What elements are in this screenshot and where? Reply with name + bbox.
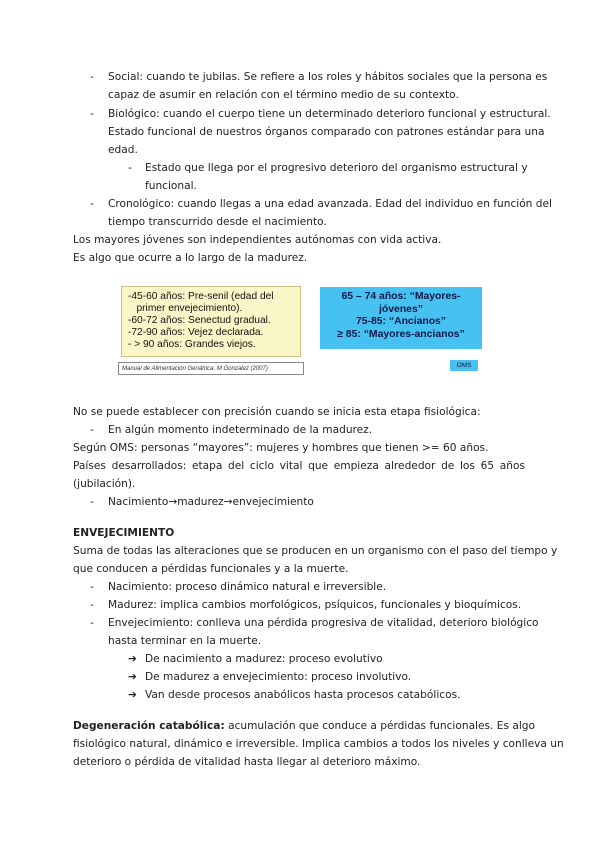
age-stages-box	[121, 286, 301, 357]
bullet-text: Social: cuando te jubilas. Se refiere a los roles y hábitos sociales que la persona es	[108, 71, 548, 83]
paragraph: (jubilación).	[73, 478, 136, 490]
dash-bullet: -	[90, 424, 94, 436]
bullet-text: Van desde procesos anabólicos hasta procesos catabólicos.	[145, 689, 461, 701]
bullet-text: Nacimiento→madurez→envejecimiento	[108, 496, 314, 508]
bullet-text: hasta terminar en la muerte.	[108, 635, 262, 647]
paragraph: Es algo que ocurre a lo largo de la madurez.	[73, 252, 308, 264]
dash-bullet: -	[90, 496, 94, 508]
figure-caption: Manual de Alimentación Geriátrica. M Gonzalez (2007)	[118, 362, 304, 375]
age-stage-line: -45-60 años: Pre-senil (edad del	[128, 291, 274, 302]
oms-line: 75-85: “Ancianos”	[355, 316, 447, 327]
paragraph-text: acumulación que conduce a pérdidas funcionales. Es algo	[228, 720, 535, 732]
dash-bullet: -	[128, 162, 132, 174]
paragraph: Según OMS: personas “mayores”: mujeres y hombres que tienen >= 60 años.	[73, 442, 489, 454]
bullet-text: Cronológico: cuando llegas a una edad avanzada. Edad del individuo en función del	[108, 198, 552, 210]
oms-line: jóvenes”	[379, 303, 423, 315]
dash-bullet: -	[90, 581, 94, 593]
oms-source-tag: OMS	[450, 360, 478, 371]
oms-line: ≥ 85: “Mayores-ancianos”	[337, 328, 465, 340]
bullet-text: Estado que llega por el progresivo deterioro del organismo estructural y	[145, 162, 528, 174]
arrow-icon: ➔	[128, 671, 137, 683]
age-stage-line: primer envejecimiento).	[128, 303, 243, 314]
arrow-icon: ➔	[128, 689, 137, 701]
paragraph: deterioro o pérdida de vitalidad hasta llegar al deterioro máximo.	[73, 756, 421, 768]
paragraph: Los mayores jóvenes son independientes autónomas con vida activa.	[73, 234, 442, 246]
dash-bullet: -	[90, 108, 94, 120]
bullet-text: funcional.	[145, 180, 197, 192]
bullet-text: De madurez a envejecimiento: proceso involutivo.	[145, 671, 412, 683]
section-heading: ENVEJECIMIENTO	[73, 527, 175, 539]
bullet-text: edad.	[108, 144, 138, 156]
bullet-text: Madurez: implica cambios morfológicos, psíquicos, funcionales y bioquímicos.	[108, 599, 522, 611]
bullet-text: Envejecimiento: conlleva una pérdida progresiva de vitalidad, deterioro biológico	[108, 617, 539, 629]
bullet-text: De nacimiento a madurez: proceso evolutivo	[145, 653, 383, 665]
bullet-text: Estado funcional de nuestros órganos comparado con patrones estándar para una	[108, 126, 545, 138]
bullet-text: tiempo transcurrido desde el nacimiento.	[108, 216, 327, 228]
oms-line: 65 – 74 años: “Mayores-	[341, 291, 461, 302]
dash-bullet: -	[90, 198, 94, 210]
age-stage-line: - > 90 años: Grandes viejos.	[128, 339, 256, 350]
paragraph: que conducen a pérdidas funcionales y a la muerte.	[73, 563, 349, 575]
arrow-icon: ➔	[128, 653, 137, 665]
dash-bullet: -	[90, 71, 94, 83]
paragraph: Países desarrollados: etapa del ciclo vital que empieza alrededor de los 65 años	[73, 460, 525, 472]
dash-bullet: -	[90, 599, 94, 611]
bullet-text: Nacimiento: proceso dinámico natural e irreversible.	[108, 581, 387, 593]
paragraph	[73, 718, 535, 736]
bullet-text: capaz de asumir en relación con el término medio de su contexto.	[108, 89, 459, 101]
dash-bullet: -	[90, 617, 94, 629]
paragraph: Suma de todas las alteraciones que se producen en un organismo con el paso del tiempo y	[73, 545, 558, 557]
age-stage-line: -72-90 años: Vejez declarada.	[128, 327, 264, 338]
bullet-text: Biológico: cuando el cuerpo tiene un determinado deterioro funcional y estructural.	[108, 108, 551, 120]
term-label: Degeneración catabólica:	[73, 720, 225, 732]
oms-classification-box	[320, 287, 482, 349]
bullet-text: En algún momento indeterminado de la madurez.	[108, 424, 373, 436]
age-stage-line: -60-72 años: Senectud gradual.	[128, 315, 271, 326]
paragraph: fisiológico natural, dinámico e irreversible. Implica cambios a todos los niveles y conlleva un	[73, 738, 564, 750]
paragraph: No se puede establecer con precisión cuando se inicia esta etapa fisiológica:	[73, 406, 481, 418]
